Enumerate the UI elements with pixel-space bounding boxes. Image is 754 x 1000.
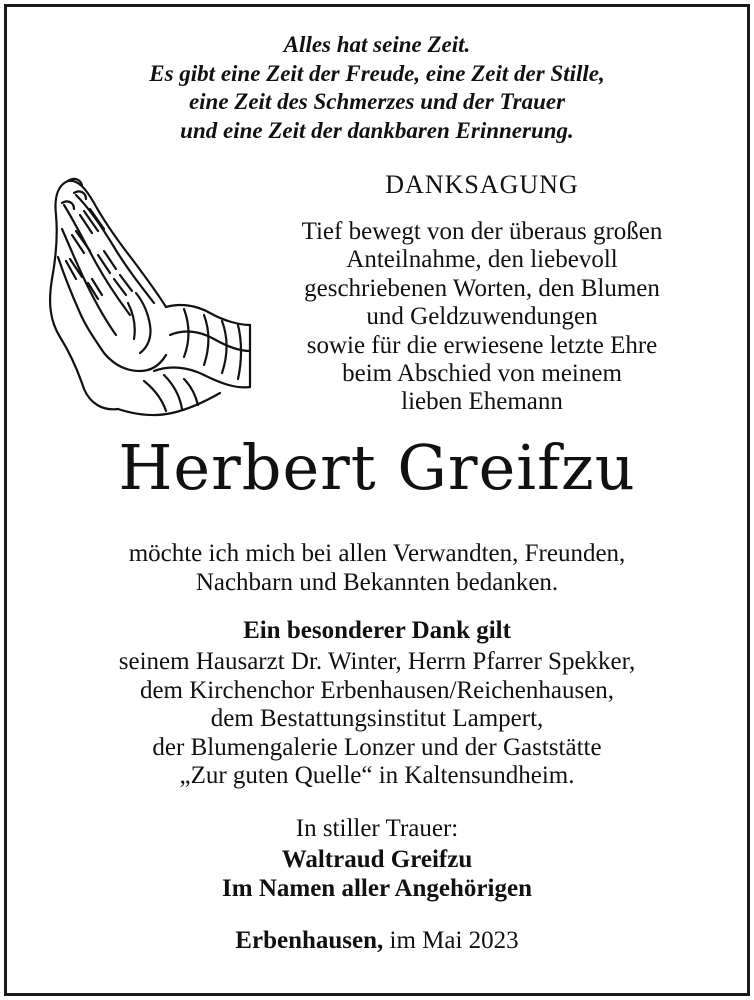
intro-line: Anteilnahme, den liebevoll (346, 246, 618, 274)
intro-line: lieben Ehemann (401, 388, 563, 416)
intro-line: sowie für die erwiesene letzte Ehre (306, 331, 658, 359)
date: im Mai 2023 (383, 927, 519, 954)
signer-line: Waltraud Greifzu (281, 846, 473, 873)
thanks-line: Nachbarn und Bekannten bedanken. (195, 568, 559, 596)
signer-line: Im Namen aller Angehörigen (222, 874, 532, 902)
thanks-text (0, 540, 754, 597)
motto-line: Es gibt eine Zeit der Freude, eine Zeit der Stille, (149, 60, 605, 86)
motto-line: eine Zeit des Schmerzes und der Trauer (188, 89, 566, 114)
special-thanks-title: Ein besonderer Dank gilt (243, 617, 511, 644)
intro-line: geschriebenen Worten, den Blumen (304, 274, 660, 302)
special-line: dem Kirchenchor Erbenhausen/Reichenhausen, (139, 676, 615, 704)
praying-hands-icon (44, 175, 256, 425)
special-thanks-text (0, 648, 754, 791)
motto-line: Alles hat seine Zeit. (283, 32, 471, 57)
place: Erbenhausen, (235, 927, 384, 954)
special-line: dem Bestattungsinstitut Lampert, (210, 705, 544, 732)
special-line: seinem Hausarzt Dr. Winter, Herrn Pfarrer Spekker, (118, 648, 636, 675)
motto-line: und eine Zeit der dankbaren Erinnerung. (180, 117, 574, 143)
intro-text (252, 218, 712, 417)
special-line: „Zur guten Quelle“ in Kaltensundheim. (179, 762, 575, 789)
intro-line: beim Abschied von meinem (342, 360, 622, 388)
intro-line: Tief bewegt von der überaus großen (301, 218, 663, 245)
mourning-label: In stiller Trauer: (295, 815, 459, 842)
special-line: der Blumengalerie Lonzer und der Gaststätte (152, 733, 602, 761)
place-date (0, 927, 754, 956)
thanks-line: möchte ich mich bei allen Verwandten, Freunden, (128, 540, 626, 567)
motto (0, 31, 754, 145)
page-title: DANKSAGUNG (385, 170, 579, 199)
deceased-name: Herbert Greifzu (118, 431, 636, 504)
intro-line: und Geldzuwendungen (366, 303, 598, 331)
signers (0, 846, 754, 903)
